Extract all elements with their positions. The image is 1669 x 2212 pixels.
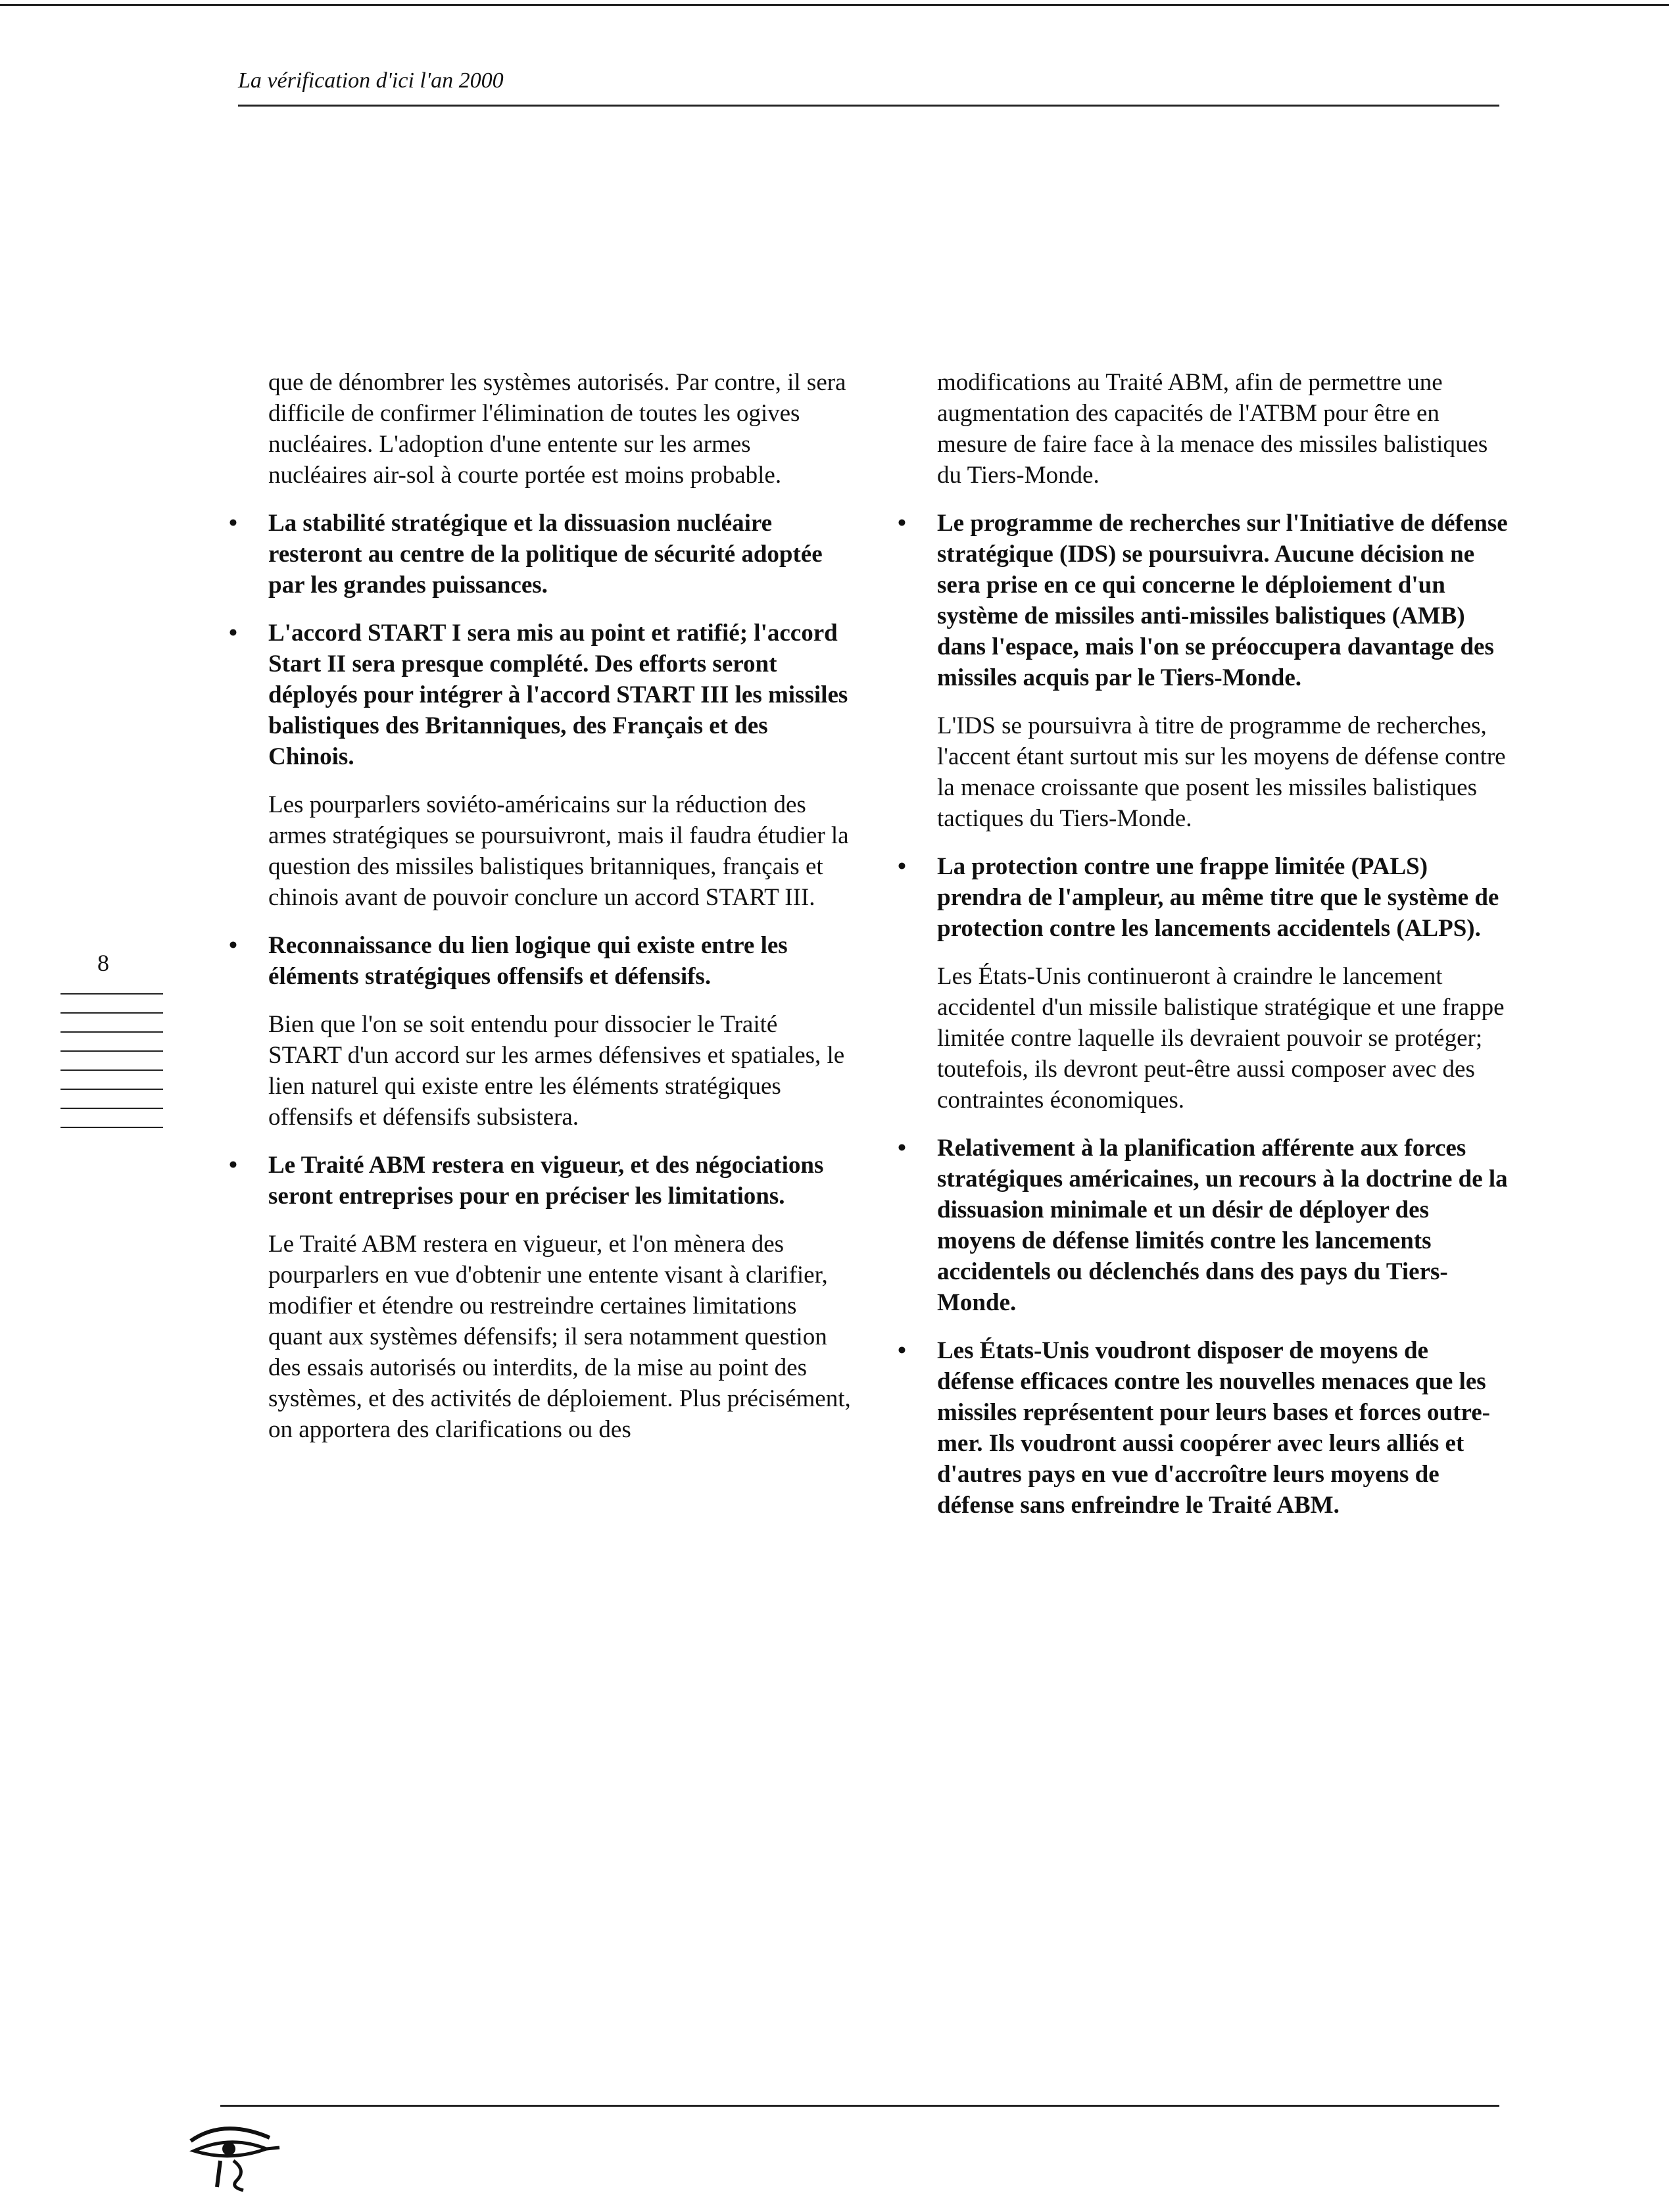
margin-line — [60, 993, 163, 995]
bullet-text: Le Traité ABM restera en vigueur, et des négociations seront entreprises pour en préciser les limitations. — [268, 1152, 824, 1210]
margin-line — [60, 1012, 163, 1014]
bullet-item — [898, 1133, 1509, 1318]
margin-line — [60, 1127, 163, 1128]
page-number: 8 — [97, 950, 109, 976]
bullet-item — [898, 851, 1509, 944]
margin-line — [60, 1069, 163, 1071]
margin-lines — [60, 993, 163, 1146]
bullet-item — [898, 508, 1509, 693]
body-paragraph: que de dénombrer les systèmes autorisés. Par contre, il sera difficile de confirmer l'élimination de toutes les ogives nucléaires. L'adoption d'une entente sur les armes nucléaires air-sol à courte portée est moins probable. — [268, 369, 846, 489]
right-column — [898, 367, 1509, 1538]
bullet-text: Reconnaissance du lien logique qui existe entre les éléments stratégiques offensifs et défensifs. — [268, 932, 788, 990]
bullet-text: L'accord START I sera mis au point et ratifié; l'accord Start II sera presque complété. Des efforts seront déployés pour intégrer à l'accord START III les missiles balistiques des Britanniques, des Français et des Chinois. — [268, 620, 848, 770]
left-column — [229, 367, 854, 1462]
bullet-text: La stabilité stratégique et la dissuasion nucléaire resteront au centre de la politique de sécurité adoptée par les grandes puissances. — [268, 510, 823, 599]
body-paragraph: L'IDS se poursuivra à titre de programme de recherches, l'accent étant surtout mis sur les moyens de défense contre la menace croissante que posent les missiles balistiques tactiques du Tiers-Monde. — [937, 712, 1506, 832]
bullet-icon: • — [898, 510, 906, 537]
bullet-text: Les États-Unis voudront disposer de moyens de défense efficaces contre les nouvelles menaces que les missiles représentent pour leurs bases et forces outre-mer. Ils voudront aussi coopérer avec leurs alliés et d'autres pays en vue d'accroître leurs moyens de défense sans enfreindre le Traité ABM. — [937, 1337, 1490, 1519]
bullet-text: Le programme de recherches sur l'Initiative de défense stratégique (IDS) se poursuivra. Aucune décision ne sera prise en ce qui concerne le déploiement d'un système de missiles anti-missiles balistiques (AMB) dans l'espace, mais l'on se préoccupera davantage des missiles acquis par le Tiers-Monde. — [937, 510, 1508, 691]
bullet-icon: • — [898, 1135, 906, 1162]
page-header — [238, 62, 1499, 107]
bullet-item — [229, 1150, 854, 1212]
bullet-text: Relativement à la planification afférente aux forces stratégiques américaines, un recours à la doctrine de la dissuasion minimale et un désir de déployer des moyens de défense limités contre les lancements accidentels ou déclenchés dans des pays du Tiers-Monde. — [937, 1135, 1508, 1316]
body-paragraph: Les pourparlers soviéto-américains sur la réduction des armes stratégiques se poursuivront, mais il faudra étudier la question des missiles balistiques britanniques, français et chinois avant de pouvoir conclure un accord START III. — [268, 791, 849, 911]
body-paragraph: modifications au Traité ABM, afin de permettre une augmentation des capacités de l'ATBM pour être en mesure de faire face à la menace des missiles balistiques du Tiers-Monde. — [937, 369, 1488, 489]
body-paragraph: Bien que l'on se soit entendu pour dissocier le Traité START d'un accord sur les armes défensives et spatiales, le lien naturel qui existe entre les éléments stratégiques offensifs et défensifs subsistera. — [268, 1011, 845, 1131]
margin-line — [60, 1050, 163, 1052]
bullet-icon: • — [898, 853, 906, 880]
bullet-icon: • — [898, 1337, 906, 1364]
margin-line — [60, 1108, 163, 1109]
eye-of-horus-icon — [184, 2121, 283, 2194]
bullet-text: La protection contre une frappe limitée (PALS) prendra de l'ampleur, au même titre que le système de protection contre les lancements accidentels (ALPS). — [937, 853, 1499, 942]
bullet-icon: • — [229, 510, 237, 537]
bullet-item — [229, 618, 854, 772]
body-paragraph: Le Traité ABM restera en vigueur, et l'on mènera des pourparlers en vue d'obtenir une entente visant à clarifier, modifier et étendre ou restreindre certaines limitations quant aux systèmes défensifs; il sera notamment question des essais autorisés ou interdits, de la mise au point des systèmes, et des activités de déploiement. Plus précisément, on apportera des clarifications ou des — [268, 1231, 851, 1443]
bullet-icon: • — [229, 1152, 237, 1179]
running-head: La vérification d'ici l'an 2000 — [238, 68, 504, 93]
header-rule — [238, 105, 1499, 107]
margin-line — [60, 1031, 163, 1033]
margin-line — [60, 1089, 163, 1090]
bullet-item — [898, 1335, 1509, 1521]
top-border-line — [0, 4, 1669, 6]
bullet-item — [229, 508, 854, 601]
bullet-item — [229, 930, 854, 992]
bullet-icon: • — [229, 620, 237, 647]
bullet-icon: • — [229, 932, 237, 959]
footer-rule — [220, 2105, 1499, 2107]
body-paragraph: Les États-Unis continueront à craindre le lancement accidentel d'un missile balistique stratégique et une frappe limitée contre laquelle ils devraient pouvoir se protéger; toutefois, ils devront peut-être aussi composer avec des contraintes économiques. — [937, 963, 1505, 1114]
